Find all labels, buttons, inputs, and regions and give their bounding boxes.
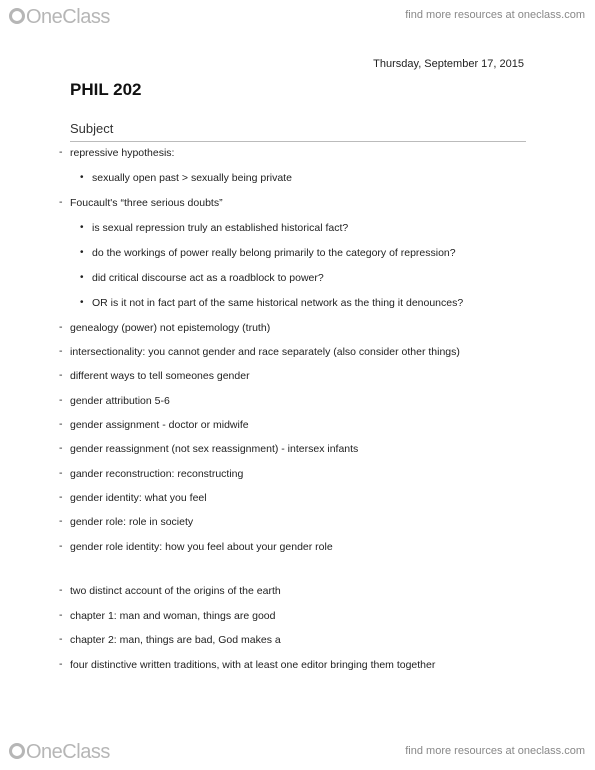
note-item: gender role: role in society <box>70 516 194 528</box>
dash-marker: - <box>59 196 63 208</box>
dash-marker: - <box>59 658 63 670</box>
subject-heading: Subject <box>70 121 114 136</box>
bullet-marker: • <box>80 297 84 308</box>
note-item: gander reconstruction: reconstructing <box>70 468 244 480</box>
dash-marker: - <box>59 369 63 381</box>
note-item: genealogy (power) not epistemology (truth) <box>70 322 271 334</box>
page-footer <box>0 738 595 768</box>
dash-marker: - <box>59 491 63 503</box>
dash-marker: - <box>59 321 63 333</box>
oneclass-logo[interactable] <box>9 6 110 29</box>
oneclass-logo-footer[interactable] <box>9 741 110 764</box>
page-title: PHIL 202 <box>70 80 142 99</box>
footer-tagline[interactable]: find more resources at oneclass.com <box>405 745 585 757</box>
bullet-marker: • <box>80 222 84 233</box>
dash-marker: - <box>59 467 63 479</box>
page-header <box>0 0 595 30</box>
dash-marker: - <box>59 394 63 406</box>
subject-divider <box>70 141 526 142</box>
note-item: chapter 2: man, things are bad, God makes a <box>70 634 281 646</box>
note-item: two distinct account of the origins of the earth <box>70 585 281 597</box>
note-item: gender reassignment (not sex reassignment) - intersex infants <box>70 443 359 455</box>
note-item: repressive hypothesis: <box>70 147 175 159</box>
note-item: gender assignment - doctor or midwife <box>70 419 249 431</box>
dash-marker: - <box>59 442 63 454</box>
note-item: gender role identity: how you feel about your gender role <box>70 541 333 553</box>
note-subitem: OR is it not in fact part of the same historical network as the thing it denounces? <box>92 297 464 309</box>
dash-marker: - <box>59 540 63 552</box>
note-item: four distinctive written traditions, with at least one editor bringing them together <box>70 659 436 671</box>
note-item: chapter 1: man and woman, things are good <box>70 610 276 622</box>
logo-ring-icon <box>9 8 25 24</box>
note-subitem: is sexual repression truly an established historical fact? <box>92 222 349 234</box>
note-subitem: did critical discourse act as a roadblock to power? <box>92 272 324 284</box>
logo-ring-icon <box>9 743 25 759</box>
note-date: Thursday, September 17, 2015 <box>373 58 524 70</box>
note-item: different ways to tell someones gender <box>70 370 250 382</box>
bullet-marker: • <box>80 272 84 283</box>
note-subitem: do the workings of power really belong primarily to the category of repression? <box>92 247 456 259</box>
dash-marker: - <box>59 584 63 596</box>
note-item: gender attribution 5-6 <box>70 395 170 407</box>
dash-marker: - <box>59 609 63 621</box>
dash-marker: - <box>59 515 63 527</box>
dash-marker: - <box>59 146 63 158</box>
dash-marker: - <box>59 418 63 430</box>
dash-marker: - <box>59 633 63 645</box>
header-tagline[interactable]: find more resources at oneclass.com <box>405 9 585 21</box>
dash-marker: - <box>59 345 63 357</box>
note-item: intersectionality: you cannot gender and race separately (also consider other things) <box>70 346 460 358</box>
logo-text: OneClass <box>26 6 110 28</box>
logo-text: OneClass <box>26 741 110 763</box>
note-item: Foucault's “three serious doubts” <box>70 197 223 209</box>
bullet-marker: • <box>80 172 84 183</box>
note-item: gender identity: what you feel <box>70 492 207 504</box>
bullet-marker: • <box>80 247 84 258</box>
note-subitem: sexually open past > sexually being private <box>92 172 292 184</box>
